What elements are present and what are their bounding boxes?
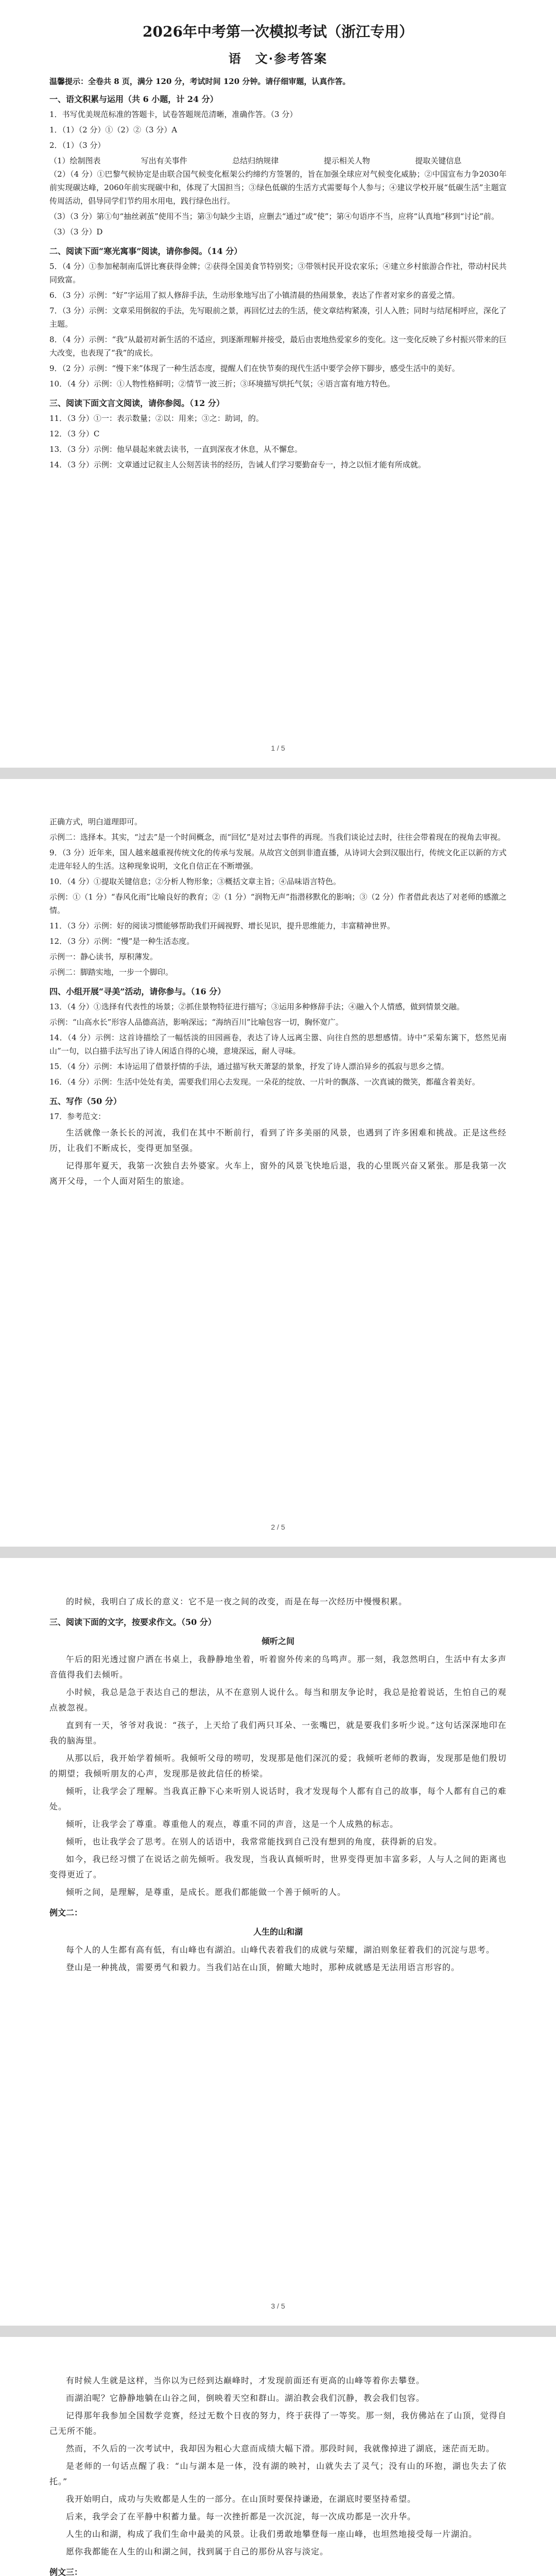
essay-label: 例文二： (49, 1908, 83, 1918)
paragraph: 2．（1）（3 分） (49, 141, 106, 150)
section-heading: 四、小组开展“寻美”活动，请你参与。（16 分） (49, 987, 226, 996)
paragraph: 1．书写优美规范标准的答题卡，试卷答题规范清晰，准确作答。（3 分） (49, 110, 298, 119)
essay-paragraph: 有时候人生就是这样，当你以为已经到达巅峰时，才发现前面还有更高的山峰等着你去攀登。 (66, 2376, 425, 2385)
paragraph: 11．（3 分）①一：表示数量；②以：用来；③之：助词，的。 (49, 414, 264, 423)
paragraph: （3）（3 分）D (49, 227, 103, 236)
paragraph: 14．（4 分）示例：这首诗描绘了一幅恬淡的田园画卷，表达了诗人远离尘嚣、向往自然的思想感情。诗中“采菊东篱下，悠然见南山”一句，以白描手法写出了诗人闲适自得的心境，意境深远，耐人寻味。 (49, 1033, 507, 1056)
essay-paragraph: 记得那年我参加全国数学竞赛，经过无数个日夜的努力，终于获得了一等奖。那一刻，我仿佛站在了山顶，觉得自己无所不能。 (49, 2411, 507, 2436)
paragraph: 14．（3 分）示例：文章通过记叙主人公刻苦读书的经历，告诫人们学习要勤奋专一，持之以恒才能有所成就。 (49, 460, 426, 469)
row-item: 提取关键信息 (415, 156, 462, 165)
essay-paragraph: 从那以后，我开始学着倾听。我倾听父母的唠叨，发现那是他们深沉的爱；我倾听老师的教诲，发现那是他们殷切的期望；我倾听朋友的心声，发现那是彼此信任的桥梁。 (49, 1753, 507, 1778)
essay-paragraph: 记得那年夏天，我第一次独自去外婆家。火车上，窗外的风景飞快地后退，我的心里既兴奋又紧张。那是我第一次离开父母，一个人面对陌生的旅途。 (49, 1161, 507, 1186)
paragraph: 7．（3 分）示例：文章采用倒叙的手法，先写眼前之景，再回忆过去的生活，使文章结构紧凑，引人入胜；同时与结尾相呼应，深化了主题。 (49, 306, 507, 329)
page-number: 2 / 5 (271, 1523, 285, 1531)
essay-paragraph: 后来，我学会了在平静中积蓄力量。每一次挫折都是一次沉淀，每一次成功都是一次升华。 (66, 2512, 416, 2521)
paragraph: 正确方式，明白道理即可。 (49, 817, 143, 826)
essay-paragraph: 每个人的人生都有高有低，有山峰也有湖泊。山峰代表着我们的成就与荣耀，湖泊则象征着我们的沉淀与思考。 (66, 1945, 495, 1955)
paragraph: 9．（3 分）近年来，国人越来越重视传统文化的传承与发展。从故宫文创到非遗直播，从诗词大会到汉服出行，传统文化正以新的方式走进年轻人的生活。这种现象说明，文化自信正在不断增强。 (49, 848, 507, 871)
essay-paragraph: 如今，我已经习惯了在说话之前先倾听。我发现，当我认真倾听时，世界变得更加丰富多彩，人与人之间的距离也变得更近了。 (49, 1854, 507, 1879)
paragraph: （2）（4 分）①巴黎气候协定是由联合国气候变化框架公约缔约方签署的，旨在加强全球应对气候变化威胁；②中国宣布力争2030年前实现碳达峰，2060年前实现碳中和，体现了大国担当；③绿色低碳的生活方式需要每个人参与；④建议学校开展“低碳生活”主题宣传周活动，倡导同学们节约用水用电，践行绿色出行。 (49, 170, 507, 206)
essay-paragraph: 然而，不久后的一次考试中，我却因为粗心大意而成绩大幅下滑。那段时间，我就像掉进了湖底，迷茫而无助。 (66, 2444, 495, 2453)
row-item: 总结归纳规律 (232, 156, 279, 165)
section-heading: 一、语文积累与运用（共 6 小题，计 24 分） (49, 94, 218, 104)
exam-title: 2026年中考第一次模拟考试（浙江专用） (143, 23, 413, 40)
page-3 (0, 1558, 556, 2326)
section-heading: 五、写作（50 分） (49, 1096, 121, 1106)
essay-paragraph: 而湖泊呢？它静静地躺在山谷之间，倒映着天空和群山。湖泊教会我们沉静，教会我们包容。 (66, 2393, 425, 2403)
essay-label: 例文三： (49, 2567, 83, 2576)
paragraph: 1．（1）（2 分）①（2）②（3 分）A (49, 125, 178, 134)
page-1 (0, 0, 556, 768)
row-item: 写出有关事件 (141, 156, 187, 165)
essay-paragraph: 直到有一天，爷爷对我说：“孩子，上天给了我们两只耳朵、一张嘴巴，就是要我们多听少说。”这句话深深地印在我的脑海里。 (49, 1720, 507, 1745)
exam-note: 温馨提示：全卷共 8 页，满分 120 分，考试时间 120 分钟。请仔细审题，认真作答。 (49, 77, 351, 86)
essay-paragraph: 生活就像一条长长的河流，我们在其中不断前行，看到了许多美丽的风景，也遇到了许多困难和挑战。正是这些经历，让我们不断成长，变得更加坚强。 (49, 1128, 507, 1153)
essay-paragraph: 是老师的一句话点醒了我：“山与湖本是一体，没有湖的映衬，山就失去了灵气；没有山的环抱，湖也失去了依托。” (49, 2461, 507, 2486)
paragraph: 6．（3 分）示例：“好”字运用了拟人修辞手法，生动形象地写出了小镇清晨的热闹景象，表达了作者对家乡的喜爱之情。 (49, 291, 460, 300)
paragraph: 13．（4 分）①选择有代表性的场景；②抓住景物特征进行描写；③运用多种修辞手法；④融入个人情感，做到情景交融。 (49, 1002, 464, 1011)
essay-title: 倾听之间 (261, 1636, 294, 1646)
paragraph: 17．参考范文： (49, 1112, 106, 1121)
paragraph: 示例二：脚踏实地，一步一个脚印。 (49, 968, 173, 977)
essay-paragraph: 倾听之间，是理解，是尊重，是成长。愿我们都能做一个善于倾听的人。 (66, 1887, 346, 1897)
answer-row (49, 154, 507, 167)
essay-paragraph: 的时候，我明白了成长的意义：它不是一夜之间的改变，而是在每一次经历中慢慢积累。 (66, 1597, 408, 1606)
paragraph: 16．（4 分）示例：生活中处处有美，需要我们用心去发现。一朵花的绽放、一片叶的飘落、一次真诚的微笑，都蕴含着美好。 (49, 1077, 480, 1087)
paragraph: 12．（3 分）示例：“慢”是一种生活态度。 (49, 937, 195, 946)
row-item: （1）绘制图表 (49, 156, 101, 165)
page-4 (0, 2337, 556, 2576)
paragraph: （3）（3 分）第①句“抽丝剥茧”使用不当；第③句缺少主语，应删去“通过”或“使”；第④句语序不当，应将“认真地”移到“讨论”前。 (49, 212, 499, 221)
section-heading: 三、阅读下面的文字，按要求作文。（50 分） (49, 1617, 216, 1627)
paragraph: 示例：“山高水长”形容人品德高洁，影响深远；“海纳百川”比喻包容一切，胸怀宽广。 (49, 1018, 343, 1027)
paragraph: 12．（3 分）C (49, 429, 100, 438)
exam-subtitle: 语 文·参考答案 (228, 51, 328, 66)
page-number: 3 / 5 (271, 2302, 285, 2310)
paragraph: 13．（3 分）示例：他早晨起来就去读书，一直到深夜才休息，从不懈怠。 (49, 445, 302, 454)
essay-title: 人生的山和湖 (253, 1927, 303, 1937)
essay-paragraph: 午后的阳光透过窗户洒在书桌上，我静静地坐着，听着窗外传来的鸟鸣声。那一刻，我忽然明白，生活中有太多声音值得我们去倾听。 (49, 1654, 507, 1680)
paragraph: 10．（4 分）①提取关键信息；②分析人物形象；③概括文章主旨；④品味语言特色。 (49, 877, 341, 886)
paragraph: 示例一：静心读书，厚积薄发。 (49, 952, 158, 961)
page-number: 1 / 5 (271, 744, 285, 752)
essay-paragraph: 倾听，让我学会了理解。当我真正静下心来听别人说话时，我才发现每个人都有自己的故事，每个人都有自己的难处。 (49, 1786, 507, 1811)
essay-paragraph: 倾听，让我学会了尊重。尊重他人的观点，尊重不同的声音，这是一个人成熟的标志。 (66, 1819, 399, 1829)
row-item: 提示相关人物 (323, 156, 370, 165)
paragraph: 10．（4 分）示例：①人物性格鲜明；②情节一波三折；③环境描写烘托气氛；④语言富有地方特色。 (49, 379, 395, 388)
paragraph: 5．（4 分）①参加秘制南瓜饼比赛获得金牌；②获得全国美食节特别奖；③带领村民开设农家乐；④建立乡村旅游合作社，带动村民共同致富。 (49, 262, 507, 284)
essay-paragraph: 愿你我都能在人生的山和湖之间，找到属于自己的那份从容与淡定。 (66, 2547, 329, 2556)
essay-paragraph: 我开始明白，成功与失败都是人生的一部分。在山顶时要保持谦逊，在湖底时要坚持希望。 (66, 2494, 416, 2504)
paragraph: 示例：①（1 分）“春风化雨”比喻良好的教育；②（1 分）“润物无声”指潜移默化的影响；③（2 分）作者借此表达了对老师的感激之情。 (49, 892, 507, 915)
paragraph: 9．（2 分）示例：“慢下来”体现了一种生活态度，提醒人们在快节奏的现代生活中要学会停下脚步，感受生活中的美好。 (49, 364, 460, 373)
essay-paragraph: 人生的山和湖，构成了我们生命中最美的风景。让我们勇敢地攀登每一座山峰，也坦然地接受每一片湖泊。 (66, 2529, 478, 2539)
paragraph: 8．（4 分）示例：“我”从最初对新生活的不适应，到逐渐理解并接受，最后由衷地热爱家乡的变化。这一变化反映了乡村振兴带来的巨大改变，也表现了“我”的成长。 (49, 335, 507, 358)
essay-paragraph: 小时候，我总是急于表达自己的想法，从不在意别人说什么。每当和朋友争论时，我总是抢着说话，生怕自己的观点被忽视。 (49, 1687, 507, 1713)
paragraph: 示例二：选择本。其实，“过去”是一个时间概念，而“回忆”是对过去事件的再现。当我们谈论过去时，往往会带着现在的视角去审视。 (49, 833, 506, 842)
essay-paragraph: 倾听，也让我学会了思考。在别人的话语中，我常常能找到自己没有想到的角度，获得新的启发。 (66, 1837, 443, 1846)
essay-paragraph: 登山是一种挑战，需要勇气和毅力。当我们站在山顶，俯瞰大地时，那种成就感是无法用语言形容的。 (66, 1962, 460, 1972)
section-heading: 二、阅读下面“寒光寓事”阅读，请你参阅。（14 分） (49, 246, 242, 256)
paragraph: 11．（3 分）示例：好的阅读习惯能够帮助我们开阔视野、增长见识，提升思维能力，丰富精神世界。 (49, 921, 395, 930)
paragraph: 15．（4 分）示例：本诗运用了借景抒情的手法，通过描写秋天萧瑟的景象，抒发了诗人漂泊异乡的孤寂与思乡之情。 (49, 1062, 449, 1071)
page-2 (0, 779, 556, 1547)
section-heading: 三、阅读下面文言文阅读，请你参阅。（12 分） (49, 398, 224, 408)
